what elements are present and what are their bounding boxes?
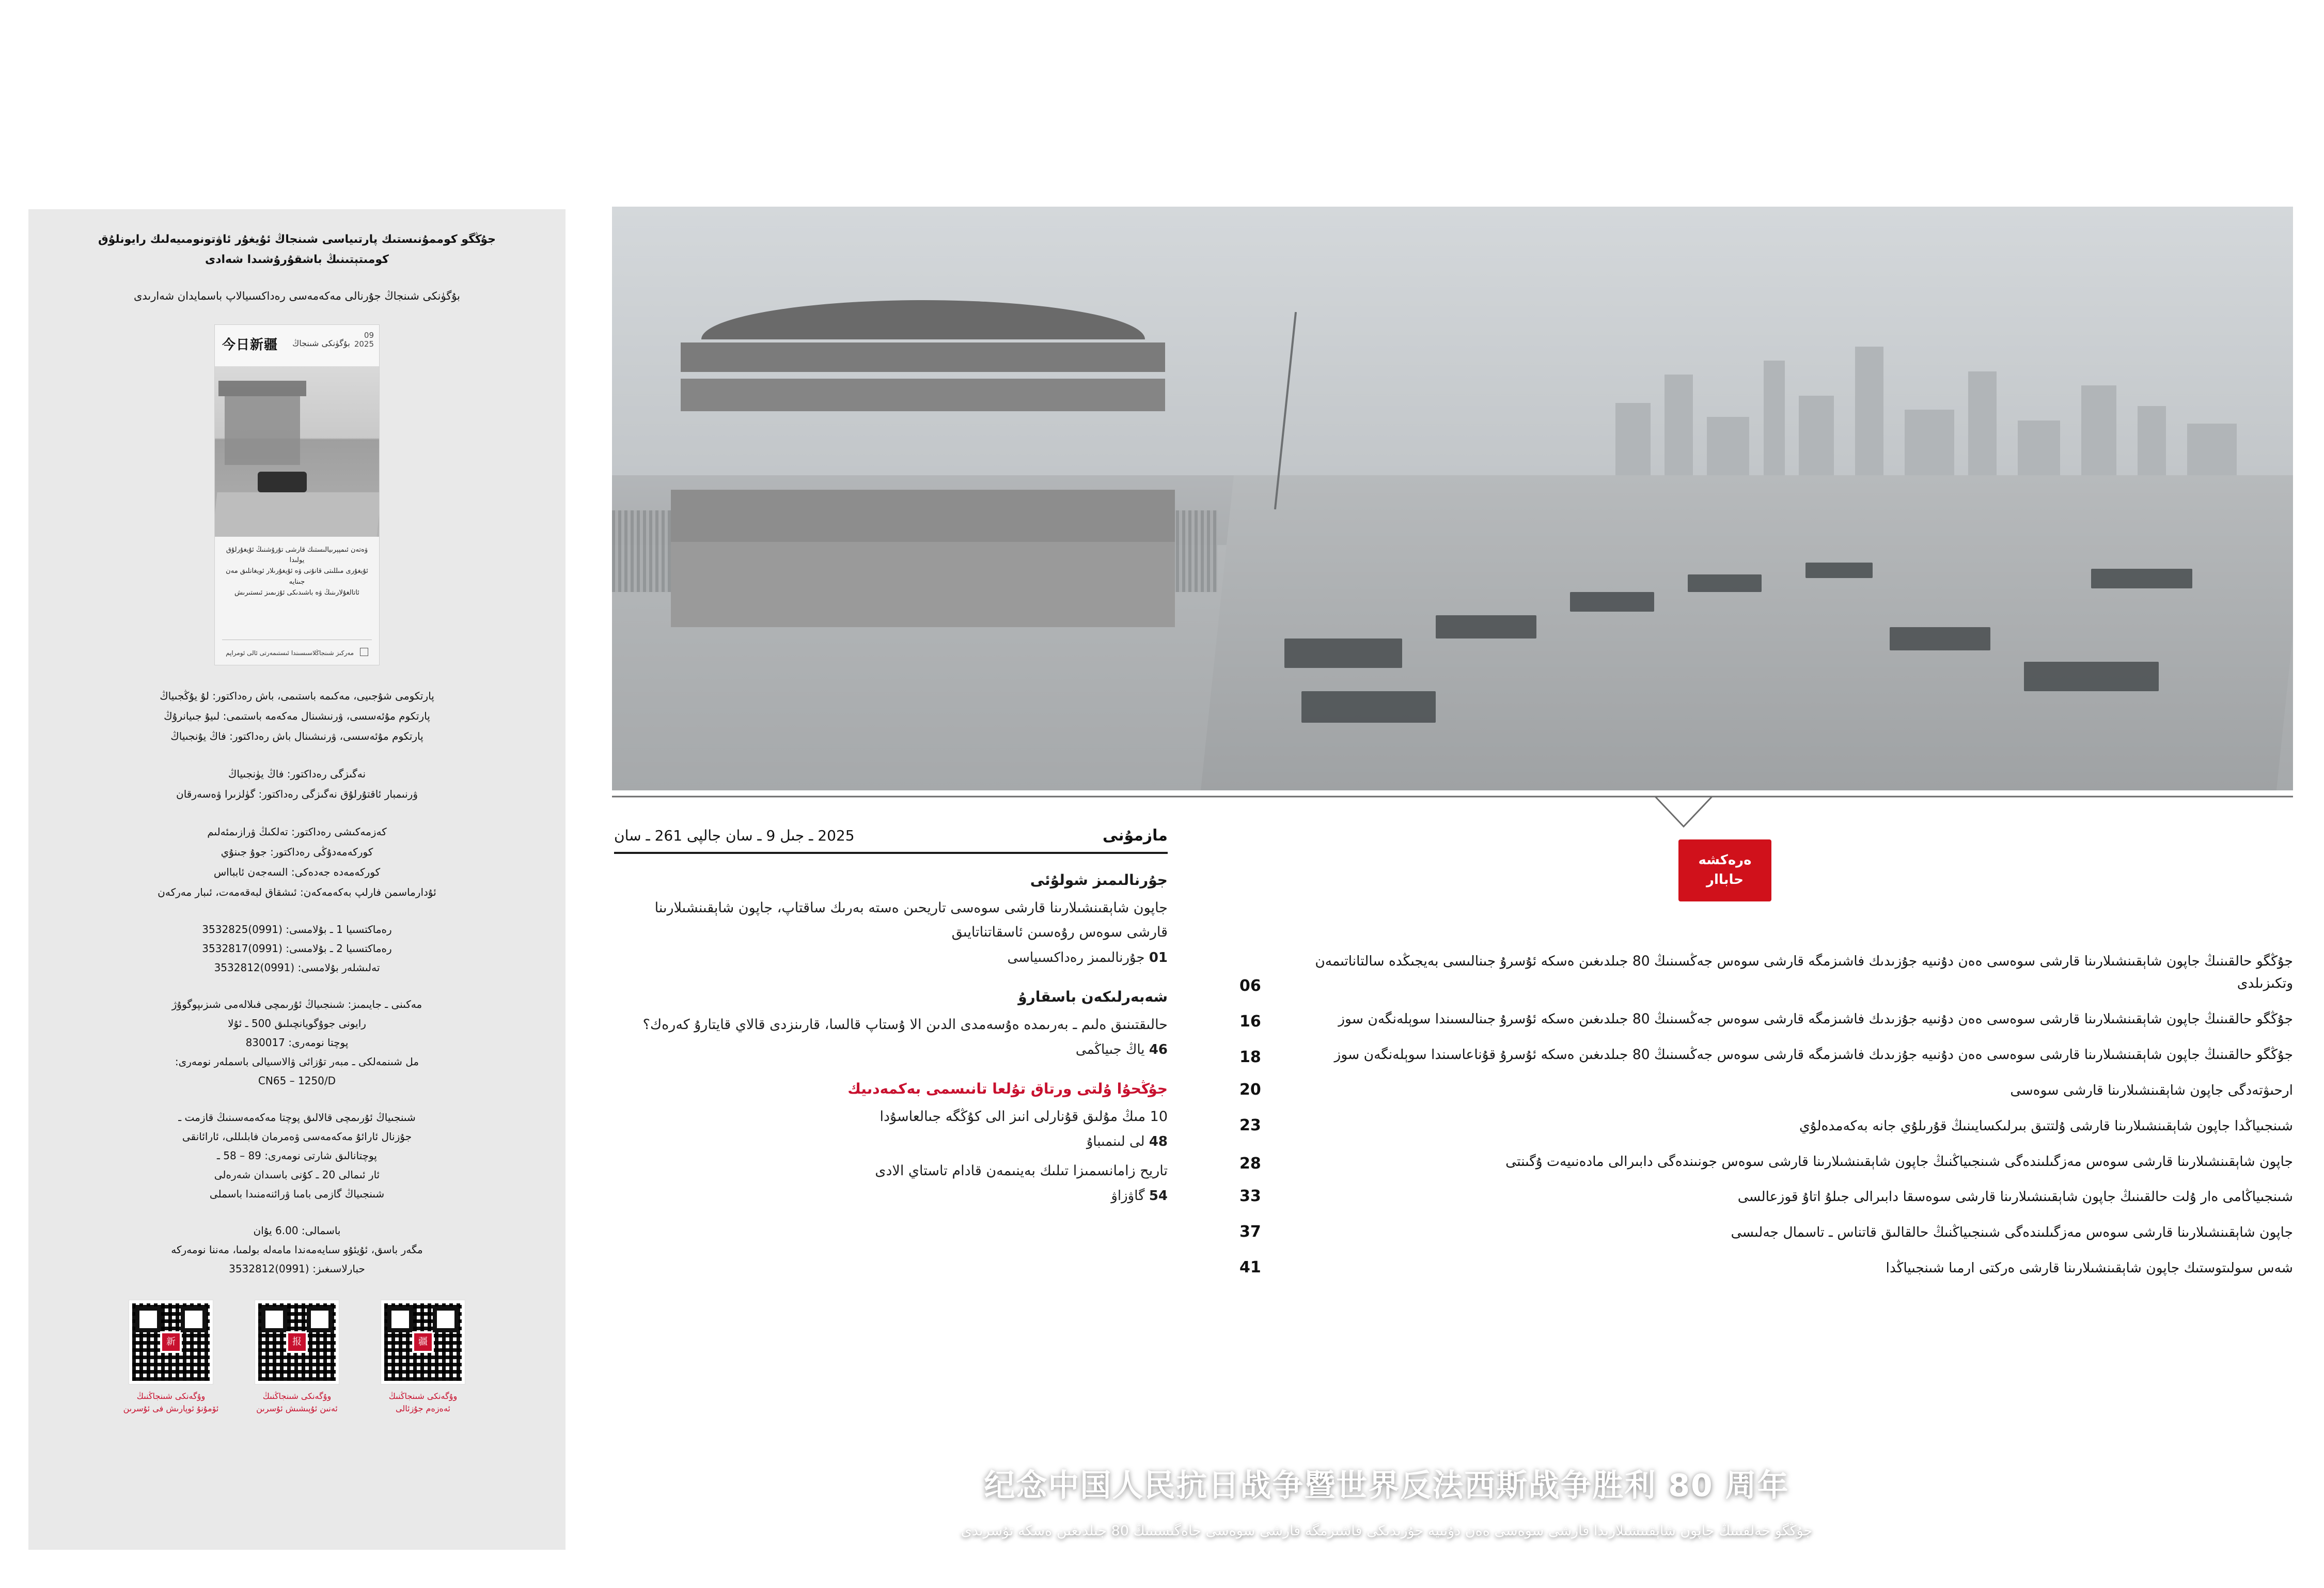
credit-line: پارتكوم مۇئەسسى، ۋرنىشىنال باش رەداكتور: فاڭ يۇنجىياڭ <box>170 729 423 742</box>
qr-item[interactable] <box>122 1300 220 1415</box>
section-body[interactable]: 10 مىڭ مۇلىق قۇنارلى انىز الى كۇڭگە جىالعاسۇدا <box>880 1108 1168 1125</box>
toc-entry-page: 16 <box>1239 1012 1261 1031</box>
credit-line: پارتكوم مۇئەسسى، ۋرنىشىنال مەكەمە باستىمى: لىيۇ جىيانرۇڭ <box>164 709 430 722</box>
section-title: جۇڭحۇا ۇلتى ورتاق تۇلعا تانىسمى بەكمەدىيك <box>847 1080 1168 1097</box>
phone-line: رەماكتسىيا 2 ـ بۇلامسى: (0991)3532817 <box>202 942 392 955</box>
toc-entry-page: 23 <box>1239 1116 1261 1134</box>
toc-entry-page: 33 <box>1239 1187 1261 1206</box>
credit-line: نەگىزگى رەداكتور: فاڭ يۈنجىياڭ <box>228 767 366 780</box>
contents-label: مازمۇنى <box>1102 827 1168 845</box>
checkbox-icon <box>360 648 368 656</box>
table-of-contents <box>1239 951 2293 1293</box>
toc-entry-title[interactable]: جاپون شاېقىنشىلارىنا قارشى سوەس مەزگىلىندەگى شىنجىياڭنىڭ حالقالىق قاتناس ـ تاسمال جەلىسى <box>1731 1224 2293 1241</box>
hero-avenue <box>1201 475 2293 790</box>
distribution-block <box>70 1108 524 1204</box>
toc-entry-title[interactable]: جۇڭگو حالقىنىڭ جاپون شاېقىنشىلارىنا قارشى سوەسى ەەن دۇنىيە جۇزىدىك فاشىزمگە قارشى سوەس جەڭسىنىڭ 80 جىلدىغىن ەسكە ئۇسرۇ جىنالىسىندا سوېلەنگەن سوز <box>1338 1010 2293 1027</box>
toc-entry[interactable] <box>1239 1186 2293 1208</box>
tiananmen-gate <box>671 300 1175 627</box>
section-title: جۇرنالىمىز شولۇئى <box>1030 871 1168 889</box>
highlight-section <box>614 1080 1168 1204</box>
section-title: شەبەرلىكەن باسقارۇ <box>1018 988 1168 1005</box>
toc-entry-page: 06 <box>1239 976 1261 995</box>
gate-tier <box>681 342 1165 372</box>
qr-item[interactable] <box>374 1300 472 1415</box>
cover-caption-line-2: ئۇيغۇرى مىللىتى قانۇنى ۋە ئۇيغۇرىلار ئويغانلىق مەن جىنايە <box>226 567 368 586</box>
toc-entry-page: 28 <box>1239 1155 1261 1173</box>
section-byline: لى لىنمىباۇ <box>1086 1134 1145 1149</box>
cover-photo-vehicle <box>258 472 307 492</box>
cover-logo-ug: بۇگۈنكى شىنجاڭ <box>292 338 350 348</box>
toc-entry-title[interactable]: جۇڭگو حالقىنىڭ جاپون شاېقىنشىلارىنا قارشى سوەسى ەەن دۇنىيە جۇزىدىك فاشىزمگە قارشى سوەس جەڭسىنىڭ 80 جىلدىغىن ەسكە ئۇسرۇ قۇناعاسىندا سوېلەنگەن سوز <box>1334 1046 2293 1063</box>
cover-footer <box>215 648 379 657</box>
toc-entry[interactable] <box>1239 951 2293 995</box>
highlight-section <box>614 871 1168 966</box>
contents-header <box>612 827 1170 852</box>
cover-caption <box>215 538 379 599</box>
credit-block-2 <box>70 764 524 804</box>
section-page-extra: 54 <box>1149 1188 1168 1204</box>
section-meta <box>614 1134 1168 1149</box>
credit-line: كوركەمەدۇڭى رەداكتور: جوۇ جىنۇي <box>221 845 373 858</box>
gate-wall <box>671 542 1175 627</box>
section-page: 01 <box>1149 949 1168 966</box>
badge-line-2: حاباار <box>1706 871 1744 888</box>
qr-caption-line-2: ئەنىن ئۇپىشىش ئۇسرىن <box>256 1403 338 1413</box>
distribution-line: پوچتانالىق شارتى نومەرى: 89 – 58 ـ <box>217 1149 377 1162</box>
address-line: مەكىنى ـ جايىمىز: شىنجىياڭ ئۇرىمچى فىلالەمى شىزىپوگوۇژ <box>171 998 422 1010</box>
price-block <box>70 1221 524 1279</box>
toc-entry[interactable] <box>1239 1008 2293 1031</box>
distribution-line: ئار ئىمالى 20 ـ كۇنى باسىدان شەرەلى <box>214 1168 380 1181</box>
address-line: مل شىنمەلكى ـ مبەر تۇزائى ۋالاسىيالى باسملەر نومەرى: <box>175 1055 419 1068</box>
cover-photo-building <box>225 393 300 465</box>
phone-line: رەماكتسىيا 1 ـ بۇلامسى: (0991)3532825 <box>202 923 392 936</box>
price-line: باسمالى: 6.00 يۇان <box>253 1224 341 1237</box>
cover-footer-text: مەركىز شىنجاڭلاسىسىندا ئىستىمەرتى ئالى ئومراپم <box>226 649 354 657</box>
toc-entry[interactable] <box>1239 1151 2293 1173</box>
section-body[interactable]: حالىقتىنىق ەلىم ـ بەرىمدە ەۇسەمدى الدىن الا ۇستاپ قالسا، قارىنزدى قالاي قايتارۇ كەرەك؟ <box>642 1016 1168 1033</box>
credit-line: كوركەمەدە جەدەكى: السەجەن ئاببااس <box>213 865 381 878</box>
cover-logo-cn: 今日新疆 <box>222 337 278 353</box>
qr-code-row <box>70 1300 524 1415</box>
contents-rule <box>614 852 1168 854</box>
toc-entry[interactable] <box>1239 1080 2293 1102</box>
section-meta-extra <box>614 1188 1168 1204</box>
toc-entry-page: 37 <box>1239 1223 1261 1241</box>
qr-caption-line-1: وۇگەنكى شىنجاڭنىڭ <box>388 1391 458 1401</box>
credit-line: پارتكومى شۇجىيى، مەكىمە باستىمى، باش رەداكتور: لۇ يۇڭجىياڭ <box>160 689 434 702</box>
toc-entry[interactable] <box>1239 1222 2293 1244</box>
toc-entry-page: 20 <box>1239 1080 1261 1099</box>
qr-center-glyph: 报 <box>286 1331 308 1353</box>
masthead-column <box>28 209 566 1550</box>
cover-thumbnail <box>214 324 380 665</box>
price-line: حبارلاسىغىز: (0991)3532812 <box>229 1262 365 1275</box>
phone-block <box>70 920 524 977</box>
toc-entry-title[interactable]: شەس سولىتوستىك جاپون شاېقىنشىلارىنا قارشى ەركتى ارمىا شىنجىياڭدا <box>1886 1260 2293 1276</box>
cover-caption-line-1: ۋەتەن ئىمپېرىيالىستىك قارشى تۇرۇشنىڭ ئۇيغۇرلۇق يولىدا <box>226 546 368 565</box>
toc-entry-title[interactable]: شىنجىياڭدا جاپون شاېقىنشىلارىنا قارشى ۇلتتىق بىرلىكسايىنىڭ قۇرىلۇي جانە بەكەمدەلۇي <box>1799 1117 2293 1134</box>
toc-entry-page: 41 <box>1239 1258 1261 1277</box>
cover-issue-block <box>354 331 374 349</box>
qr-code-icon[interactable] <box>129 1300 213 1384</box>
price-line: مگەر باسق، ئۇيئۇو سىايەمەندا مامەلە بولمىا، مەننا نومەركە <box>171 1243 423 1256</box>
section-body[interactable]: جاپون شاېقىنشىلارىنا قارشى سوەسى تاريحىن ەستە بەرىك ساقتاپ، جاپون شاېقىنشىلارىنا قارشى سوەس رۇەسىن ئاسقاتناتايىق <box>654 900 1168 941</box>
publisher-line: جۇڭگو كوممۇنىستىك پارتىياسى شىنجاڭ ئۇيغۇر ئاۋتونومىيەلىك رايونلۇق كومىتېتىنىڭ باشقۇرۇشىدا شەادى <box>98 233 496 266</box>
distribution-line: جۇزنال ئارائۇ مەكەمەسى ۋەمرمان فابلىللى، ئارائانقى <box>182 1130 412 1143</box>
badge-line-1: ەرەكشە <box>1698 852 1752 868</box>
special-report-badge <box>1678 839 1771 901</box>
cover-issue-number: 09 <box>364 330 374 340</box>
editorial-office-line: بۇگۈنكى شىنجاڭ جۇرنالى مەكەمەسى رەداكسىيالاپ باسمايدان شەارىدى <box>133 290 461 302</box>
toc-entry-title[interactable]: ارحىۋتەدگى جاپون شاېقىنشىلارىنا قارشى سوەسى <box>2010 1082 2293 1098</box>
address-block <box>70 995 524 1091</box>
cover-photo-road <box>214 492 380 537</box>
section-byline: جۇرنالىمىز رەداكسىياسى <box>1007 949 1145 966</box>
qr-caption-line-2: ئۆمۇنۇ ئوپارىش فى ئۇسرىن <box>123 1403 219 1413</box>
credit-line: ئۇدارماسمن فارلپ بەكەمەكەن: ئىشقاق لبەقەمەت، ئىبار مەركەن <box>158 885 436 898</box>
section-page: 46 <box>1149 1041 1168 1057</box>
toc-entry-page: 18 <box>1239 1048 1261 1066</box>
section-page: 48 <box>1149 1134 1168 1149</box>
qr-code-icon[interactable] <box>381 1300 465 1384</box>
toc-entry[interactable] <box>1239 1044 2293 1066</box>
gate-tier <box>681 379 1165 411</box>
credit-block-1 <box>70 686 524 746</box>
hero-photo <box>612 207 2293 790</box>
qr-center-glyph: 新 <box>160 1331 182 1353</box>
cover-photo <box>215 366 379 537</box>
address-line: CN65 – 1250/D <box>258 1074 336 1087</box>
section-byline: ياڭ جىياڭمى <box>1075 1041 1145 1057</box>
qr-caption-line-1: وۇگەنكى شىنجاڭنىڭ <box>136 1391 206 1401</box>
distribution-line: شىنجىياڭ گازمى بامىا ۋرائنەمنىدا باسملى <box>209 1187 385 1200</box>
contents-column <box>612 827 1170 1550</box>
credit-line: كەزمەكىشى رەداكتور: تەلكىڭ ۋرازىمئەلىم <box>207 825 387 838</box>
distribution-line: شىنجىياڭ ئۇرىمچى قالالىق پوچتا مەكەمەسىنىڭ قازمت ـ <box>178 1111 416 1124</box>
hero-title-ug: جۇڭگو خەلقىنىڭ جاپون شاېقىنشىلارىدا قارشى سوەسى ەەن دۇنىيە جۇزىدىكى فاشىزمگە قارشى سوەسى جاەگىسىنىڭ 80 جىلدىغىن ەسكە تۇسرىدى <box>961 1522 1813 1539</box>
toc-entry[interactable] <box>1239 1257 2293 1280</box>
hero-title-cn: 纪念中国人民抗日战争暨世界反法西斯战争胜利 80 周年 <box>984 1468 1789 1504</box>
address-line: رايونى جوۇگويانچىلىق 500 ـ ئۇلا <box>228 1017 366 1030</box>
gate-roof <box>701 300 1145 339</box>
toc-entry[interactable] <box>1239 1115 2293 1138</box>
credit-block-3 <box>70 822 524 902</box>
toc-entry-title[interactable]: جاپون شاېقىنشىلارىنا قارشى سوەس مەزگىلىندەگى شىنجىياڭنىڭ جاپون شاېقىنشىلارىنا قارشى سوەس جونىندەگى دابىرالى مادەنىيەت ۇگىنتى <box>1505 1153 2293 1170</box>
section-body-extra[interactable]: تاريح زامانسمىزا تىلىك بەينىمەن قادام تاستاي الادى <box>875 1163 1168 1179</box>
section-meta <box>614 1042 1168 1057</box>
qr-caption-line-1: وۇگەنكى شىنجاڭنىڭ <box>262 1391 332 1401</box>
qr-item[interactable] <box>248 1300 346 1415</box>
cover-issue-year: 2025 <box>354 339 374 349</box>
highlight-section <box>614 988 1168 1057</box>
hero-skyline <box>1587 312 2293 487</box>
toc-entry-title[interactable]: شىنجىياڭامى ەار ۇلت حالقىنىڭ جاپون شاېقىنشىلارىنا قارشى سوەسقا دابىرالى جىلۇ اتاۇ قوزعالسى <box>1737 1189 2293 1205</box>
address-line: پوچتا نومەرى: 830017 <box>245 1036 349 1049</box>
qr-code-icon[interactable] <box>255 1300 339 1384</box>
credit-line: ۋرنىمبار ئاقتۇرلۇق نەگىزگى رەداكتور: گۈلزىرا ۋەسەرقان <box>176 787 418 800</box>
toc-entry-title[interactable]: جۇڭگو حالقىنىڭ جاپون شاېقىنشىلارىنا قارشى سوەسى ەەن دۇنىيە جۇزىدىك فاشىزمگە قارشى سوەس جەڭسىنىڭ 80 جىلدىغىن ەسكە ئۇسرۇ جىنالىسى بەيجىڭدە سالتاناتىمەن وتكىزىلدى <box>1315 953 2293 991</box>
phone-line: تەلىشلەر بۇلامسى: (0991)3532812 <box>214 961 380 974</box>
section-byline-extra: گاۋزاۋ <box>1111 1188 1145 1204</box>
cover-caption-line-3: ئاتالغۇلارىنىڭ ۋە باشىدىكى ئۇزىمىز ئىستىرىش <box>234 588 359 597</box>
issue-info: 2025 ـ جىل 9 ـ سان جالپى 261 ـ سان <box>614 827 855 844</box>
qr-caption-line-2: ئەەزەم جۇزئالى <box>396 1403 450 1413</box>
section-meta <box>614 950 1168 966</box>
qr-center-glyph: 疆 <box>412 1331 434 1353</box>
